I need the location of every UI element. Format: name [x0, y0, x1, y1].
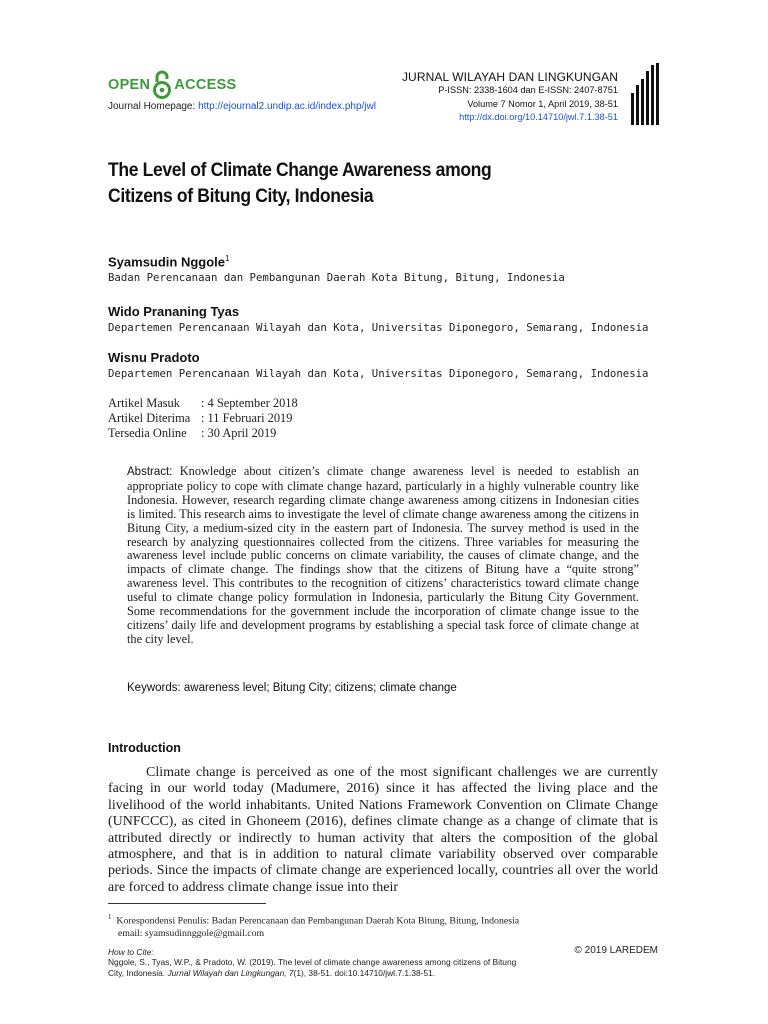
date-label: Artikel Diterima	[108, 411, 191, 425]
open-access-lock-icon	[152, 70, 172, 100]
logo-access-text: ACCESS	[174, 77, 237, 93]
date-value: : 4 September 2018	[201, 396, 298, 410]
article-dates	[108, 396, 298, 441]
date-row	[108, 411, 298, 426]
cite-line-2: City, Indonesia. Jurnal Wilayah dan Lingkungan, 7(1), 38-51. doi:10.14710/jwl.7.1.38-51.	[108, 967, 436, 978]
journal-info	[402, 70, 618, 125]
date-value: : 30 April 2019	[201, 426, 277, 440]
author-name: Syamsudin Nggole$^1$	[108, 254, 230, 270]
date-value: : 11 Februari 2019	[201, 411, 293, 425]
abstract-text: Knowledge about citizen’s climate change awareness level is needed to establish an appropriate policy to cope with climate change hazard, particularly in a highly vulnerable country like Indonesia. However, research regarding climate change awareness among citizens in Indonesian cities is limited. This research aims to investigate the level of climate change awareness among the citizens in Bitung City, a medium-sized city in the eastern part of Indonesia. The survey method is used in the research by analyzing questionnaires collected from the citizens. Three variables for measuring the awareness level include public concerns on climate variability, the causes of climate change, and the impacts of climate change. The findings show that the citizens of Bitung have a “quite strong” awareness level. This contributes to the recognition of citizens’ characteristics toward climate change useful to climate change policy formulation in Indonesia, particularly the Bitung City Government. Some recommendations for the government include the incorporation of climate change issue to the citizens’ daily life and development programs by establishing a special task force of climate change at the city level.	[127, 464, 639, 646]
journal-barcode-icon	[631, 63, 661, 125]
logo-open-text: OPEN	[108, 77, 151, 93]
homepage-label: Journal Homepage:	[108, 101, 199, 112]
author-block	[108, 254, 565, 284]
author-footnote-mark: 1	[225, 254, 230, 263]
article-title	[108, 157, 534, 209]
author-affiliation: Departemen Perencanaan Wilayah dan Kota, Universitas Diponegoro, Semarang, Indonesia	[108, 321, 649, 334]
keywords-text: awareness level; Bitung City; citizens; climate change	[180, 682, 457, 694]
title-line-1: The Level of Climate Change Awareness among	[108, 159, 492, 181]
journal-doi-link[interactable]: http://dx.doi.org/10.14710/jwl.7.1.38-51	[459, 112, 618, 122]
author-block	[108, 304, 649, 334]
homepage-link[interactable]: http://ejournal2.undip.ac.id/index.php/jwl	[198, 101, 376, 112]
section-heading: Introduction	[108, 741, 181, 755]
how-to-cite	[108, 947, 516, 978]
author-block	[108, 350, 649, 380]
date-row	[108, 426, 298, 441]
date-row	[108, 396, 298, 411]
footnote-email: email: syamsudinnggole@gmail.com	[118, 927, 265, 939]
copyright: © 2019 LAREDEM	[574, 945, 658, 956]
journal-issn: P-ISSN: 2338-1604 dan E-ISSN: 2407-8751	[438, 85, 618, 95]
date-label: Artikel Masuk	[108, 396, 180, 410]
journal-homepage	[108, 101, 376, 112]
footnote-mark: 1	[108, 913, 112, 921]
abstract-label: Abstract:	[127, 466, 173, 478]
author-name: Wisnu Pradoto	[108, 350, 200, 365]
journal-volume: Volume 7 Nomor 1, April 2019, 38-51	[467, 98, 618, 109]
keywords-label: Keywords:	[127, 682, 181, 694]
open-access-logo	[108, 70, 237, 100]
author-name: Wido Prananing Tyas	[108, 304, 240, 319]
abstract	[127, 465, 639, 647]
cite-line-1: Nggole, S., Tyas, W.P., & Pradoto, W. (2019). The level of climate change awareness among citizens of Bitung	[108, 957, 517, 968]
journal-name: JURNAL WILAYAH DAN LINGKUNGAN	[401, 70, 618, 84]
footnote-line: $^1$ Korespondensi Penulis: Badan Perencanaan dan Pembangunan Daerah Kota Bitung, Bitung, Indonesia	[108, 913, 520, 927]
title-line-2: Citizens of Bitung City, Indonesia	[108, 185, 374, 207]
keywords	[127, 682, 457, 694]
intro-paragraph: Climate change is perceived as one of the most significant challenges we are currently facing in our world today (Madumere, 2016) since it has affected the living place and the livelihood of the world inhabitants. United Nations Framework Convention on Climate Change (UNFCCC), as cited in Ghoneem (2016), defines climate change as a change of climate that is attributed directly or indirectly to human activity that alters the composition of the global atmosphere, and that is in addition to natural climate variability observed over comparable periods. Since the impacts of climate change are experienced locally, countries all over the world are forced to address climate change issue into their	[108, 765, 658, 895]
footnote	[108, 911, 519, 940]
date-label: Tersedia Online	[108, 426, 187, 440]
author-affiliation: Badan Perencanaan dan Pembangunan Daerah Kota Bitung, Bitung, Indonesia	[108, 271, 565, 285]
footnote-divider	[108, 903, 266, 904]
author-affiliation: Departemen Perencanaan Wilayah dan Kota, Universitas Diponegoro, Semarang, Indonesia	[108, 367, 649, 380]
cite-label: How to Cite:	[108, 947, 154, 957]
